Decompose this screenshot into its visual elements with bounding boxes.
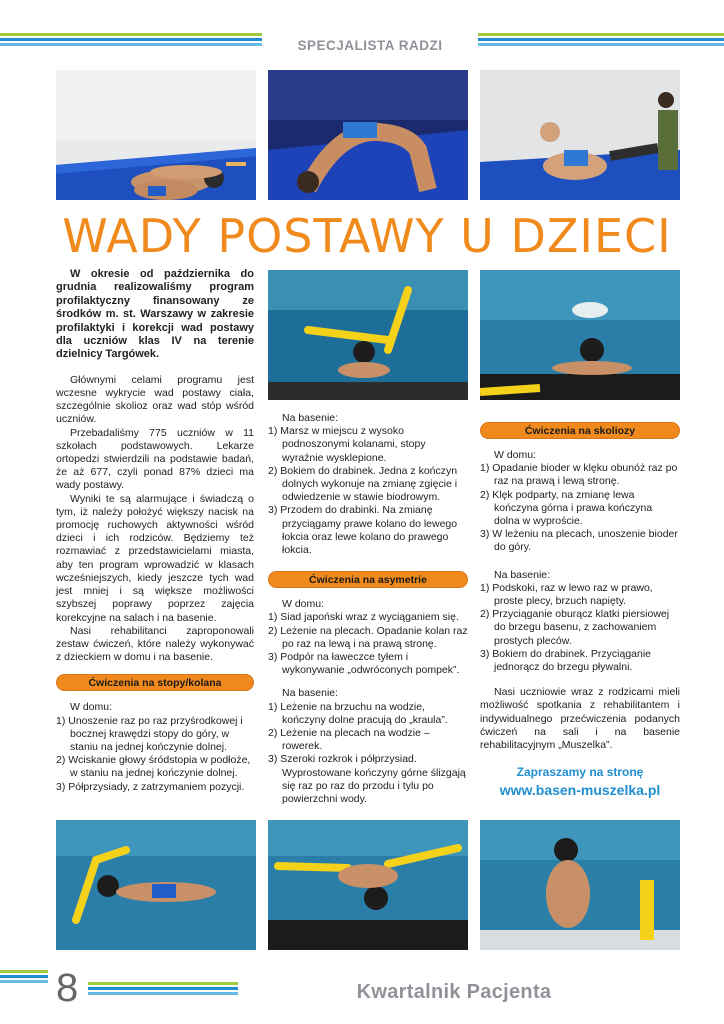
list-item: 3) Szeroki rozkrok i półprzysiad. Wyprostowane kończyny górne ślizgają się raz po raz do przodu i tylu po powierzchni wody. — [268, 753, 466, 806]
page-number: 8 — [56, 966, 79, 1010]
photo-knee-pull — [480, 70, 680, 200]
paragraph-goals: Głównymi celami programu jest wczesne wykrycie wad postawy ciała, szczególnie skolioz oraz wad stóp wśród uczniów. — [56, 373, 254, 426]
intro-text: W okresie od października do grudnia realizowaliśmy program profilaktyczny finansowany ze środków m. st. Warszawy w zakresie profilaktyki i korekcji wad postawy dla uczniów klas IV na terenie dzielnicy Targówek. — [56, 268, 254, 361]
paragraph-exercises: Nasi rehabilitanci zaproponowali zestaw ćwiczeń, które należy wykonywać z dzieckiem w domu i na basenie. — [56, 624, 254, 664]
photo-pool-swim — [480, 270, 680, 400]
website-link[interactable]: www.basen-muszelka.pl — [499, 782, 661, 799]
scol-pool-list — [480, 582, 680, 674]
feet-home-list — [56, 715, 254, 794]
asym-pool-label: Na basenie: — [282, 687, 339, 700]
footer-stripes-left — [0, 970, 48, 984]
photo-bridge-exercise — [268, 70, 468, 200]
photo-pool-noodle-front — [268, 270, 468, 400]
feet-home-label: W domu: — [70, 701, 113, 714]
magazine-name: Kwartalnik Pacjenta — [356, 981, 552, 1003]
scol-home-label: W domu: — [494, 449, 537, 461]
scol-pool-label: Na basenie: — [494, 568, 551, 581]
invite-text: Zapraszamy na stronę — [516, 765, 644, 780]
list-item: 3) W leżeniu na plecach, unoszenie bioder do góry. — [480, 528, 678, 554]
list-item: 2) Leżenie na plecach na wodzie – rowerek. — [268, 727, 430, 753]
list-item: 1) Podskoki, raz w lewo raz w prawo, proste plecy, brzuch napięty. — [480, 581, 653, 608]
list-item: 2) Przyciąganie oburącz klatki piersiowej do brzegu basenu, z zachowaniem prostych pleców. — [480, 608, 670, 647]
asym-pool-list — [268, 701, 468, 807]
list-item: 2) Bokiem do drabinek. Jedna z kończyn dolnych wykonuje na zmianę zgięcie i odwiedzenie w stawie biodrowym. — [268, 464, 458, 504]
list-item: 1) Unoszenie raz po raz przyśrodkowej i bocznej krawędzi stopy do góry, w staniu na jednej kończynie dolnej. — [56, 714, 243, 753]
header-stripes-right — [478, 33, 724, 47]
section-title-feet: Ćwiczenia na stopy/kolana — [56, 674, 254, 691]
asym-home-label: W domu: — [282, 598, 325, 611]
page-headline: WADY POSTAWY U DZIECI — [62, 209, 672, 263]
section-title-asymmetry: Ćwiczenia na asymetrie — [268, 571, 468, 588]
closing-text: Nasi uczniowie wraz z rodzicami mieli możliwość spotkania z rehabilitantem i indywidualnego przećwiczenia podanych ćwiczeń na sali i na basenie rehabilitacyjnym „Muszelka”. — [480, 686, 680, 752]
photo-pool-noodle-back — [268, 820, 468, 950]
list-item: 3) Przodem do drabinki. Na zmianę przyciągamy prawe kolano do lewego łokcia oraz lewe kolano do prawego łokcia. — [268, 504, 458, 557]
list-item: 1) Marsz w miejscu z wysoko podnoszonymi kolanami, stopy wyraźnie wysklepione. — [268, 425, 426, 464]
list-item: 2) Leżenie na plecach. Opadanie kolan raz po raz na lewą i na prawą stronę. — [268, 624, 468, 650]
list-item: 1) Siad japoński wraz z wyciąganiem się. — [268, 611, 459, 624]
list-item: 3) Podpór na ławeczce tyłem i wykonywanie „odwróconych pompek”. — [268, 651, 460, 677]
column-right — [480, 422, 680, 800]
footer-stripes-mid — [88, 982, 238, 996]
scol-home-list — [480, 462, 680, 554]
header-stripes-left — [0, 33, 262, 47]
invite-block — [480, 764, 680, 800]
section-title-scoliosis: Ćwiczenia na skoliozy — [480, 422, 680, 439]
feet-pool-label: Na basenie: — [282, 412, 339, 424]
list-item: 3) Bokiem do drabinek. Przyciąganie jednorącz do brzegu pływalni. — [480, 647, 652, 674]
paragraph-results: Wyniki te są alarmujące i świadczą o tym, iż należy położyć większy nacisk na promocję ruchowych aktywności wśród dzieci i ich rodziców. Będziemy też rozmawiać z przedstawicielami miasta, aby ten program wprowadzić w klasach wcześniejszych, kiedy jeszcze tych wad jest mniej i są większe możliwości szybszej poprawy poprzez zajęcia korekcyjne na salach i na basenie. — [56, 492, 254, 624]
column-left — [56, 268, 254, 794]
feet-pool-list — [268, 425, 468, 557]
photo-mat-stretch — [56, 70, 256, 200]
list-item: 1) Leżenie na brzuchu na wodzie, kończyny dolne pracują do „kraula”. — [268, 700, 448, 726]
asym-home-list — [268, 611, 468, 677]
paragraph-survey: Przebadaliśmy 775 uczniów w 11 szkołach podstawowych. Lekarze ortopedzi stwierdzili na podstawie badań, że aż 677, czyli ponad 87% dzieci ma wady postawy. — [56, 426, 254, 492]
list-item: 3) Półprzysiady, z zatrzymaniem pozycji. — [56, 780, 245, 793]
list-item: 2) Wciskanie głowy śródstopia w podłoże, w staniu na jednej kończynie dolnej. — [56, 754, 251, 780]
photo-pool-wall — [480, 820, 680, 950]
photo-pool-noodle-kick — [56, 820, 256, 950]
section-tag: SPECJALISTA RADZI — [297, 38, 443, 53]
list-item: 2) Klęk podparty, na zmianę lewa kończyna górna i prawa kończyna dolna w wyproście. — [480, 488, 653, 528]
column-middle — [268, 412, 468, 806]
list-item: 1) Opadanie bioder w klęku obunóż raz po raz na prawą i lewą stronę. — [480, 462, 678, 488]
